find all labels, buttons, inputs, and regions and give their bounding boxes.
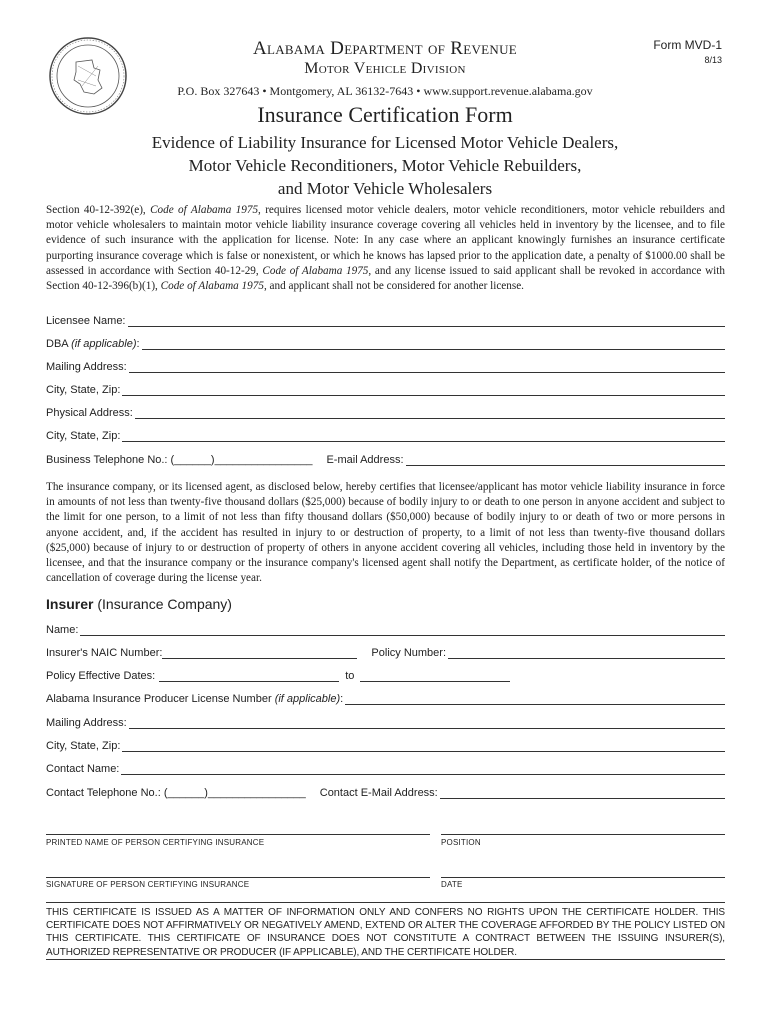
position-label: POSITION — [441, 838, 481, 847]
insurer-name-field[interactable]: Name: — [46, 620, 725, 636]
licensee-name-field[interactable]: Licensee Name: — [46, 311, 725, 327]
department-address: P.O. Box 327643 • Montgomery, AL 36132-7643 • www.support.revenue.alabama.gov — [177, 84, 593, 98]
dba-field[interactable]: DBA (if applicable): — [46, 334, 725, 350]
printed-name-line[interactable] — [46, 833, 430, 835]
business-contact-row[interactable] — [46, 450, 725, 466]
certification-paragraph: The insurance company, or its licensed agent, as disclosed below, hereby certifies that licensee/applicant has motor vehicle liability insurance in force in amounts of not less than twenty-five thousand dollars ($25,000) because of bodily injury to or death to one person in anyone accident and subject to the limit for one person, to a limit of not less than fifty thousand dollars ($50,000) because of bodily injury to or death of two or more persons in anyone accident, and, if the accident has resulted in injury to or destruction of property, to a limit of not less than twenty-five thousand dollars ($25,000) because of injury to or destruction of property of others in anyone accident covering all vehicles, including those held in inventory by the licensee, and that the insurance company or the insurance company's licensed agent shall notify the Department, as certificate holder, of the notice of cancellation of coverage during the license year. — [46, 481, 725, 585]
subtitle-line: and Motor Vehicle Wholesalers — [277, 179, 493, 198]
email-address-field[interactable] — [406, 454, 726, 466]
naic-policy-row[interactable]: Insurer's NAIC Number: Policy Number: — [46, 643, 725, 659]
insurer-mailing-address-field[interactable]: Mailing Address: — [46, 713, 725, 729]
producer-license-field[interactable]: Alabama Insurance Producer License Number (if applicable): — [46, 689, 725, 705]
department-name: Alabama Department of Revenue — [252, 38, 518, 59]
contact-row[interactable] — [46, 783, 725, 799]
policy-end-date-field[interactable] — [360, 670, 510, 682]
insurer-city-state-zip-field[interactable]: City, State, Zip: — [46, 736, 725, 752]
form-id: Form MVD-1 — [653, 38, 722, 52]
contact-name-field[interactable]: Contact Name: — [46, 759, 725, 775]
subtitle-line: Evidence of Liability Insurance for Licensed Motor Vehicle Dealers, — [151, 133, 619, 152]
licensee-city-state-zip-field[interactable]: City, State, Zip: — [46, 380, 725, 396]
signature-label: SIGNATURE OF PERSON CERTIFYING INSURANCE — [46, 880, 250, 889]
signature-line[interactable] — [46, 876, 430, 878]
insurer-heading: Insurer (Insurance Company) — [46, 596, 232, 612]
contact-email-field[interactable] — [440, 787, 725, 799]
printed-name-label: PRINTED NAME OF PERSON CERTIFYING INSURANCE — [46, 838, 265, 847]
licensee-mailing-address-field[interactable]: Mailing Address: — [46, 357, 725, 373]
divider — [46, 902, 725, 903]
intro-paragraph: Section 40-12-392(e), Code of Alabama 1975, requires licensed motor vehicle dealers, motor vehicle reconditioners, motor vehicle rebuilders and motor vehicle wholesalers to maintain motor vehicle liability insurance coverage covering all vehicles held in inventory by the licensee, and to file evidence of such insurance with the application for license. Note: In any case where an applicant knowingly furnishes an insurance certificate purporting insurance coverage which is false or nonexistent, or which he knows has lapsed prior to the application date, a penalty of $1000.00 shall be assessed in accordance with Section 40-12-29, Code of Alabama 1975, and any license issued to said applicant shall be revoked in accordance with Section 40-12-396(b)(1), Code of Alabama 1975, and applicant shall not be considered for another license. — [46, 204, 725, 293]
form-subtitle — [80, 131, 690, 200]
divider — [46, 959, 725, 960]
physical-address-field[interactable]: Physical Address: — [46, 403, 725, 419]
subtitle-line: Motor Vehicle Reconditioners, Motor Vehicle Rebuilders, — [188, 156, 582, 175]
email-address-label: E-mail Address: — [326, 454, 404, 466]
policy-number-field[interactable] — [448, 647, 725, 659]
policy-dates-row[interactable]: Policy Effective Dates: to — [46, 666, 725, 682]
form-revision-date: 8/13 — [704, 55, 722, 65]
contact-email-label: Contact E-Mail Address: — [319, 787, 438, 799]
policy-start-date-field[interactable] — [159, 670, 339, 682]
form-title: Insurance Certification Form — [257, 102, 513, 127]
date-label: DATE — [441, 880, 463, 889]
position-line[interactable] — [441, 833, 725, 835]
business-telephone-field[interactable]: Business Telephone No.: (______)________________ — [46, 454, 313, 466]
division-name: Motor Vehicle Division — [304, 60, 466, 77]
disclaimer-text: THIS CERTIFICATE IS ISSUED AS A MATTER OF INFORMATION ONLY AND CONFERS NO RIGHTS UPON THE CERTIFICATE HOLDER. THIS CERTIFICATE DOES NOT AFFIRMATIVELY OR NEGATIVELY AMEND, EXTEND OR ALTER THE COVERAGE AFFORDED BY THE POLICY LISTED ON THIS CERTIFICATE. THIS CERTIFICATE OF INSURANCE DOES NOT CONSTITUTE A CONTRACT BETWEEN THE ISSUING INSURER(S), AUTHORIZED REPRESENTATIVE OR PRODUCER (IF APPLICABLE), AND THE CERTIFICATE HOLDER. — [46, 907, 725, 958]
physical-city-state-zip-field[interactable]: City, State, Zip: — [46, 426, 725, 442]
naic-number-field[interactable] — [162, 647, 357, 659]
date-line[interactable] — [441, 876, 725, 878]
contact-telephone-field[interactable]: Contact Telephone No.: (______)________________ — [46, 787, 306, 799]
